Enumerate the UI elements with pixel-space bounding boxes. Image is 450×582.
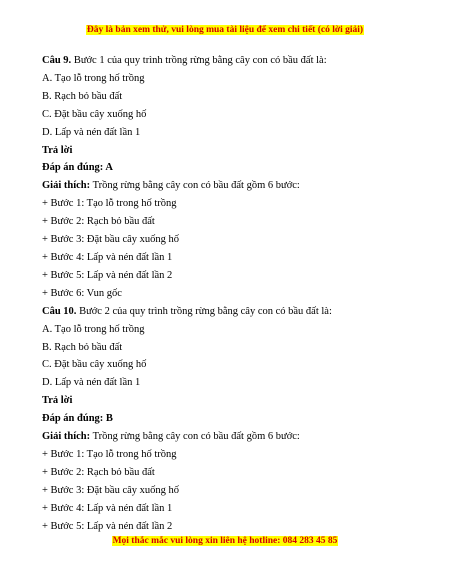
hotline-banner bbox=[0, 535, 450, 547]
question-9-answer-heading: Trả lời bbox=[42, 144, 73, 156]
question-10-step-5: + Bước 5: Lấp và nén đất lần 2 bbox=[42, 520, 173, 532]
question-9-option-b: B. Rạch bỏ bầu đất bbox=[42, 90, 123, 102]
question-9-step-4: + Bước 4: Lấp và nén đất lần 1 bbox=[42, 251, 173, 263]
question-10-explanation bbox=[42, 428, 430, 446]
question-9-explanation-label: Giải thích: bbox=[42, 180, 91, 192]
question-10-step-4: + Bước 4: Lấp và nén đất lần 1 bbox=[42, 502, 173, 514]
question-9-option-a: A. Tạo lỗ trong hố trồng bbox=[42, 72, 145, 84]
question-10-answer-heading: Trả lời bbox=[42, 395, 73, 407]
hotline-text: Mọi thắc mắc vui lòng xin liên hệ hotline: 084 283 45 85 bbox=[112, 536, 338, 546]
question-10-option-d: D. Lấp và nén đất lần 1 bbox=[42, 377, 141, 389]
question-10-step-1: + Bước 1: Tạo lỗ trong hố trồng bbox=[42, 448, 177, 460]
question-9-option-d: D. Lấp và nén đất lần 1 bbox=[42, 126, 141, 138]
question-10-text: Bước 2 của quy trình trồng rừng bằng cây con có bầu đất là: bbox=[79, 305, 332, 317]
question-9-explanation-text: Trồng rừng bằng cây con có bầu đất gồm 6 bước: bbox=[92, 180, 300, 192]
question-10 bbox=[42, 303, 430, 321]
question-9-step-5: + Bước 5: Lấp và nén đất lần 2 bbox=[42, 269, 173, 281]
question-9 bbox=[42, 52, 430, 70]
document-body bbox=[42, 52, 430, 535]
question-10-label: Câu 10. bbox=[42, 305, 77, 317]
question-9-step-6: + Bước 6: Vun gốc bbox=[42, 287, 122, 299]
preview-notice-text: Đây là bản xem thử, vui lòng mua tài liệu để xem chi tiết (có lời giải) bbox=[86, 25, 364, 35]
question-10-step-2: + Bước 2: Rạch bỏ bầu đất bbox=[42, 466, 155, 478]
question-9-text: Bước 1 của quy trình trồng rừng bằng cây con có bầu đất là: bbox=[73, 55, 327, 66]
preview-notice-banner bbox=[0, 24, 450, 36]
question-9-step-3: + Bước 3: Đặt bầu cây xuống hố bbox=[42, 234, 180, 246]
question-10-correct-answer: Đáp án đúng: B bbox=[42, 413, 113, 425]
question-9-step-1: + Bước 1: Tạo lỗ trong hố trồng bbox=[42, 198, 177, 210]
question-10-option-a: A. Tạo lỗ trong hố trồng bbox=[42, 323, 145, 335]
question-10-option-b: B. Rạch bỏ bầu đất bbox=[42, 341, 123, 353]
question-10-step-3: + Bước 3: Đặt bầu cây xuống hố bbox=[42, 484, 180, 496]
question-10-option-c: C. Đặt bầu cây xuống hố bbox=[42, 359, 147, 371]
question-9-label: Câu 9. bbox=[42, 55, 72, 66]
question-9-step-2: + Bước 2: Rạch bỏ bầu đất bbox=[42, 216, 155, 228]
question-9-explanation bbox=[42, 177, 430, 195]
question-10-explanation-label: Giải thích: bbox=[42, 431, 91, 443]
question-9-correct-answer: Đáp án đúng: A bbox=[42, 162, 113, 174]
question-9-option-c: C. Đặt bầu cây xuống hố bbox=[42, 108, 147, 120]
question-10-explanation-text: Trồng rừng bằng cây con có bầu đất gồm 6 bước: bbox=[92, 431, 300, 443]
